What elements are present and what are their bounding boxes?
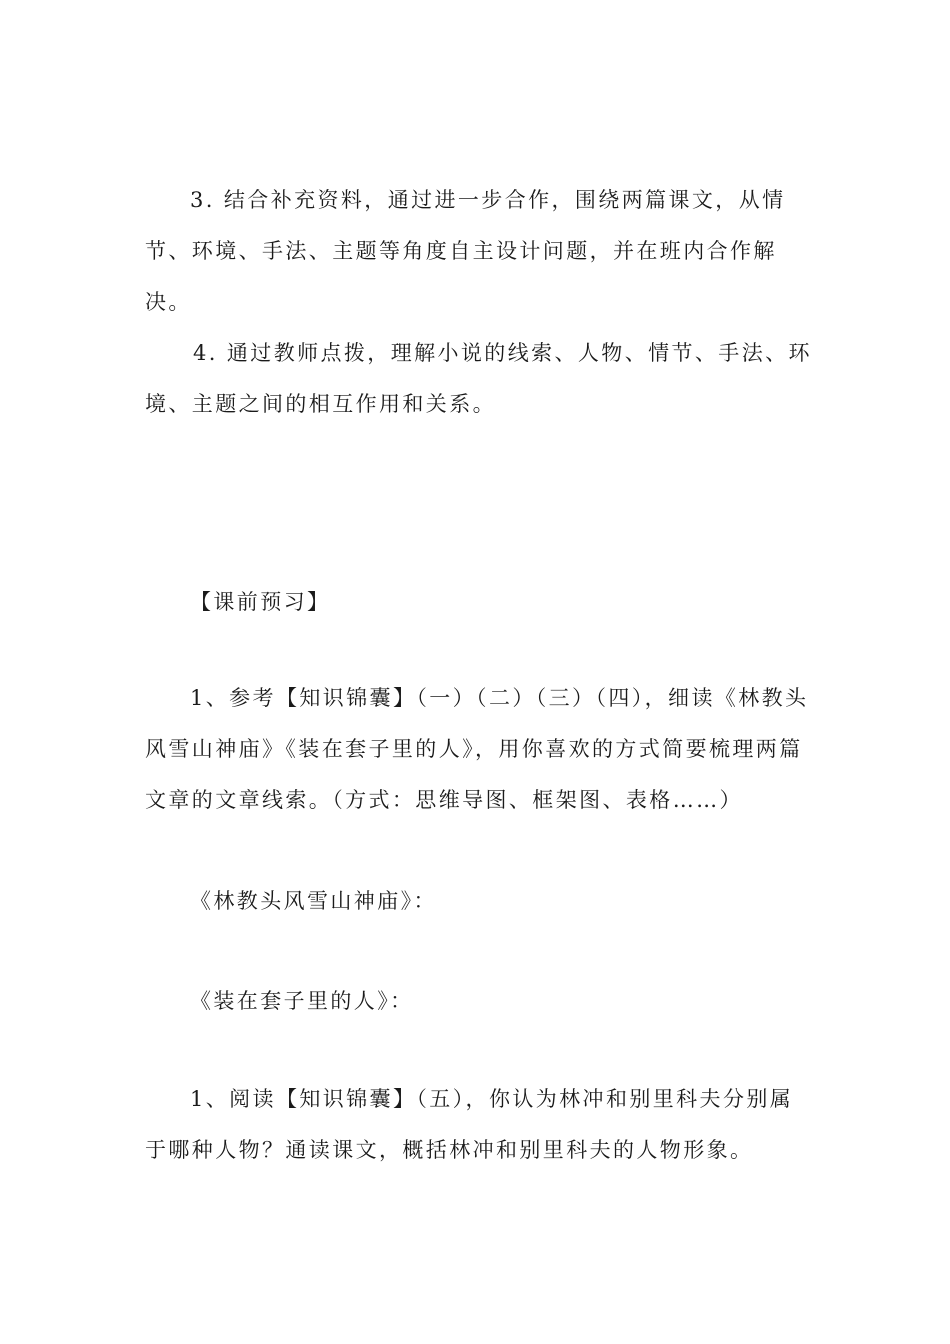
answer-label-man-in-case: 《装在套子里的人》： — [190, 989, 414, 1013]
section-heading-preview: 【课前预习】 — [190, 590, 331, 614]
preview-task-1-paragraph: 1、参考【知识锦囊】（一）（二）（三）（四），细读《林教头风雪山神庙》《装在套子里的人》，用你喜欢的方式简要梳理两篇文章的文章线索。（方式：思维导图、框架图、表格……） — [145, 686, 809, 812]
preview-task-2-paragraph: 1、阅读【知识锦囊】（五），你认为林冲和别里科夫分别属于哪种人物？通读课文，概括林冲和别里科夫的人物形象。 — [145, 1087, 794, 1162]
objective-3-paragraph: 3. 结合补充资料，通过进一步合作，围绕两篇课文，从情节、环境、手法、主题等角度自主设计问题，并在班内合作解决。 — [145, 188, 786, 314]
objective-4-paragraph: 4. 通过教师点拨，理解小说的线索、人物、情节、手法、环境、主题之间的相互作用和关系。 — [145, 341, 812, 416]
answer-label-lin-jiaotou: 《林教头风雪山神庙》： — [190, 889, 437, 913]
